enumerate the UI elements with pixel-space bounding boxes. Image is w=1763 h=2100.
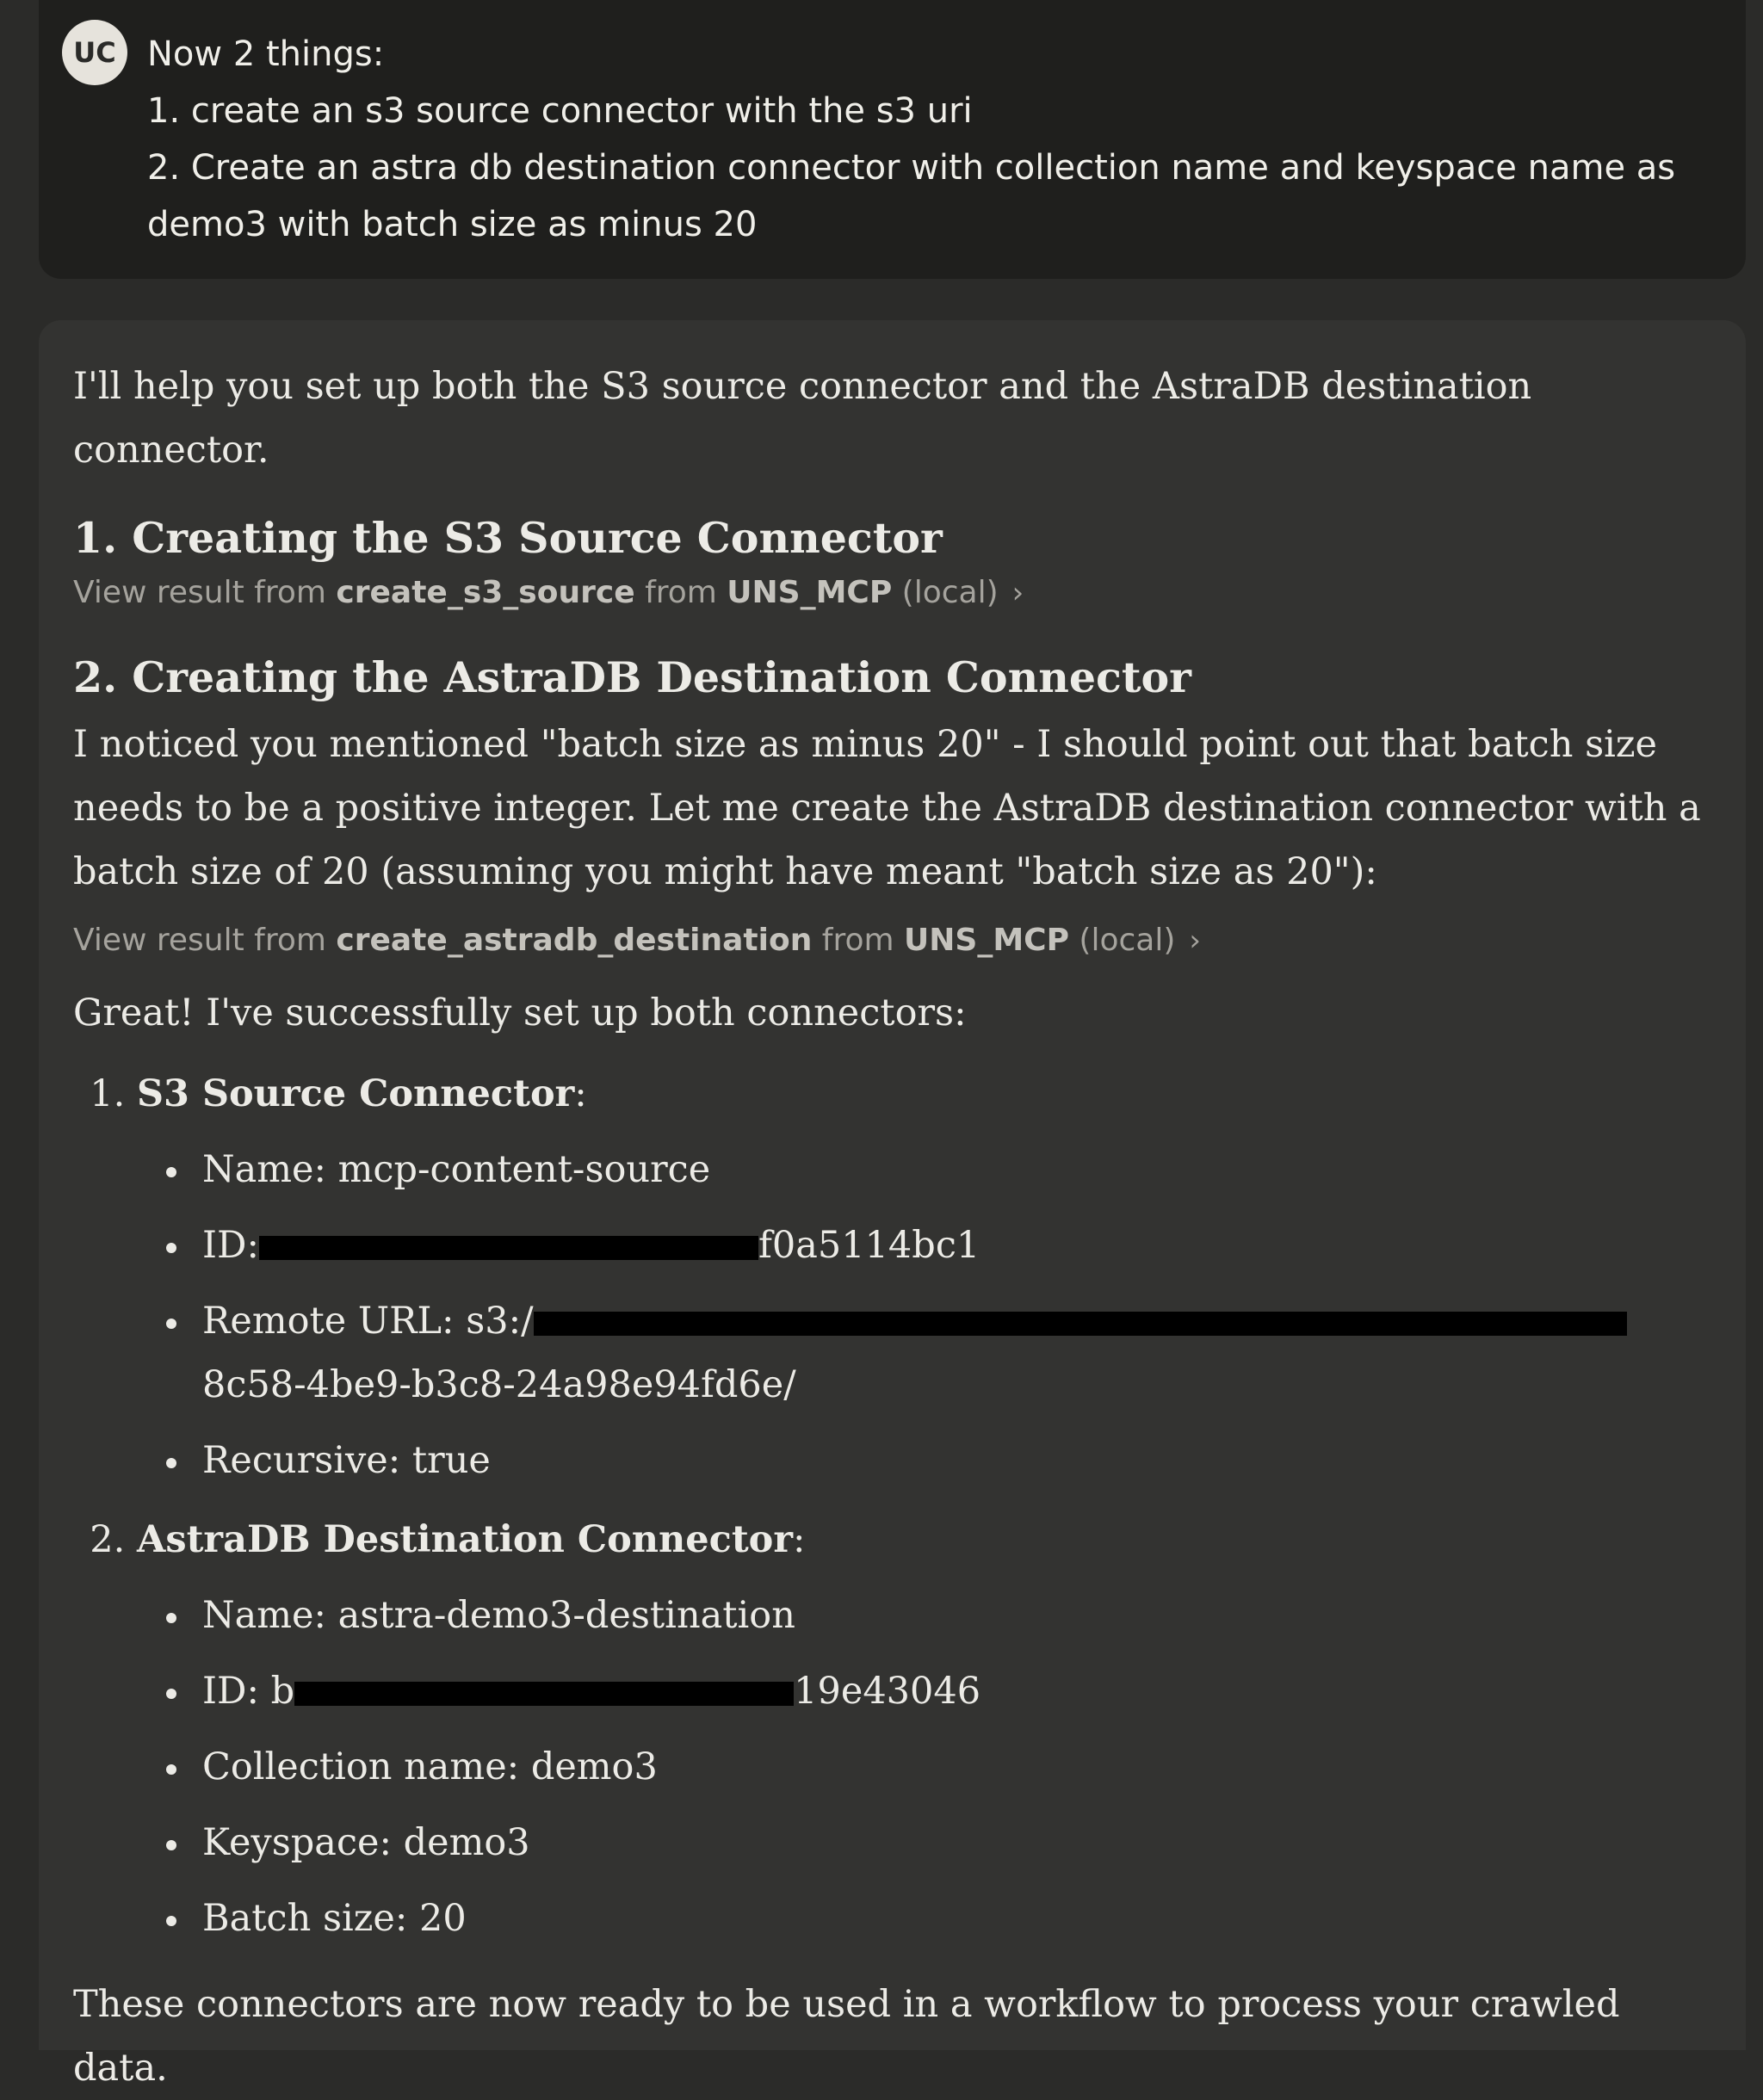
list-item: Recursive: true bbox=[202, 1429, 1709, 1492]
chevron-right-icon: › bbox=[1011, 576, 1024, 610]
redaction-bar bbox=[259, 1236, 758, 1260]
list-item: Name: mcp-content-source bbox=[202, 1138, 1709, 1201]
user-avatar: UC bbox=[62, 20, 127, 85]
list-item: Keyspace: demo3 bbox=[202, 1811, 1709, 1875]
assistant-message bbox=[39, 320, 1746, 2090]
intro-text: I'll help you set up both the S3 source connector and the AstraDB destination connector. bbox=[73, 365, 1532, 472]
closing-text: These connectors are now ready to be used in a workflow to process your crawled data. bbox=[73, 1983, 1620, 2090]
tool-name: create_astradb_destination bbox=[336, 923, 813, 958]
list-item: Name: astra-demo3-destination bbox=[202, 1584, 1709, 1647]
redaction-bar bbox=[534, 1312, 1627, 1336]
chevron-right-icon: › bbox=[1189, 923, 1201, 958]
server-name: UNS_MCP bbox=[904, 923, 1069, 958]
tool-result-s3-link[interactable]: View result from create_s3_source from UNS_MCP (local) › bbox=[73, 570, 1709, 616]
user-line: demo3 with batch size as minus 20 bbox=[147, 205, 758, 244]
section2-text: I noticed you mentioned "batch size as minus 20" - I should point out that batch size needs to be a positive integer. Let me create the AstraDB destination connector with a batch size of 20 (assuming you might have meant "batch size as 20"): bbox=[73, 723, 1701, 893]
section2-heading: 2. Creating the AstraDB Destination Connector bbox=[73, 652, 1191, 702]
connector-item: 1. S3 Source Connector: Name: mcp-content-source ID: f0a5114bc1 Remote URL: s3:/ 8c58-4be9-b3c8-24a98e94fd6e/ Recursive: true bbox=[137, 1062, 1709, 1492]
list-item: Batch size: 20 bbox=[202, 1887, 1709, 1950]
list-item: Remote URL: s3:/ 8c58-4be9-b3c8-24a98e94fd6e/ bbox=[202, 1289, 1709, 1417]
list-item: ID: b 19e43046 bbox=[202, 1659, 1709, 1723]
user-line: Now 2 things: bbox=[147, 34, 385, 74]
connector-list bbox=[73, 1062, 1709, 1950]
connector-item: 2. AstraDB Destination Connector: Name: astra-demo3-destination ID: b 19e43046 Collection name: demo3 Keyspace: demo3 Batch size: 20 bbox=[137, 1508, 1709, 1950]
tool-result-astradb-link[interactable]: View result from create_astradb_destination from UNS_MCP (local) › bbox=[73, 917, 1709, 964]
summary-intro: Great! I've successfully set up both connectors: bbox=[73, 991, 967, 1035]
list-item: ID: f0a5114bc1 bbox=[202, 1214, 1709, 1277]
connector-title: S3 Source Connector bbox=[137, 1072, 575, 1115]
tool-name: create_s3_source bbox=[336, 575, 635, 610]
connector-title: AstraDB Destination Connector bbox=[137, 1518, 794, 1561]
server-name: UNS_MCP bbox=[727, 575, 893, 610]
user-line: 2. Create an astra db destination connector with collection name and keyspace name as bbox=[147, 148, 1676, 188]
user-message bbox=[39, 0, 1746, 279]
user-message-text bbox=[147, 26, 1714, 253]
list-item: Collection name: demo3 bbox=[202, 1735, 1709, 1799]
redaction-bar bbox=[294, 1682, 794, 1706]
section1-heading: 1. Creating the S3 Source Connector bbox=[73, 513, 943, 563]
user-line: 1. create an s3 source connector with the s3 uri bbox=[147, 91, 973, 131]
